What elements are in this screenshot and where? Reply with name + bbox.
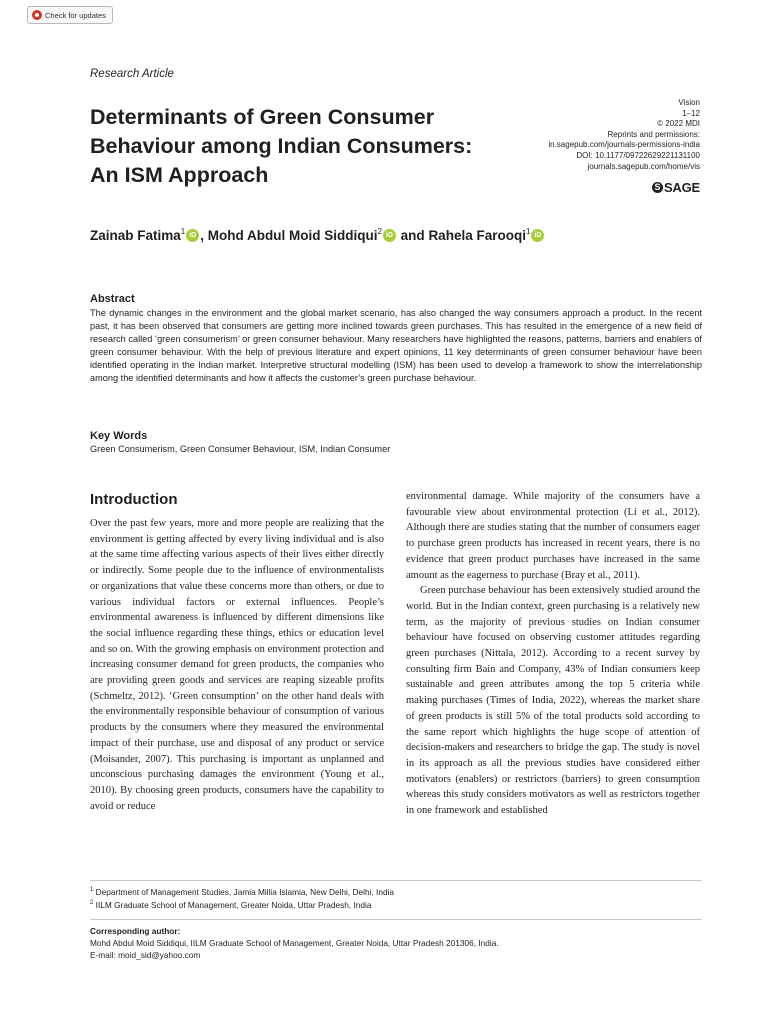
- introduction-paragraph-continued: environmental damage. While majority of the consumers have a favourable view about environmental protection (Li et al., 2012). Although there are studies stating that the number of consumers eager to purchase green products has increased in recent years, there is no evidence that green product purchases have increased in the same amount as the eagerness to purchase (Bray et al., 2011).: [406, 491, 700, 581]
- check-for-updates-label: Check for updates: [45, 10, 106, 20]
- journal-name: Vision: [678, 98, 700, 107]
- check-for-updates-button[interactable]: [27, 6, 113, 24]
- abstract-text: The dynamic changes in the environment and the global market scenario, has also changed the way consumers approach a product. In the recent past, it has been observed that consumers are getting more inclined towards green purchases. This has resulted in the emergence of a new field of research called ‘green consumerism’ or green consumer behaviour. Many researchers have highlighted the reasons, patterns, barriers and enablers of green consumer behaviour. With the help of previous literature and expert opinions, 11 key determinants of green consumer behaviour have been identified operating in the Indian market. Interpretive structural modelling (ISM) has been used to develop a framework to show the interrelationship among the identified determinants and how it affects the customer’s green purchase behaviour.: [90, 308, 702, 384]
- footnote-1: [90, 885, 394, 898]
- sage-logo-icon: S: [652, 182, 663, 193]
- author-separator: and: [396, 228, 429, 243]
- author-2-affil: 2: [377, 227, 382, 236]
- footnote-divider: [90, 880, 702, 881]
- author-1-name: Zainab Fatima: [90, 228, 181, 243]
- introduction-left-column: Over the past few years, more and more people are realizing that the environment is getting affected by every living individual and is also at the same time affecting various aspects of their lives either directly or indirectly. Some people due to the influence of environmentalists or organizations that value these concerns more than others, or due to various individual factors or external influences. People’s environmental awareness is influenced by different dimensions like the social influence regarding these things, ethics or education level and so on. With the growing emphasis on environment protection and increasing consumer demand for green products, the companies who are providing green goods and services are reaping sizeable profits (Schmeltz, 2012). ‘Green consumption’ on the other hand deals with the environmentally responsible behaviour of consumption of various products by the consumers where they measured the environmental impact of their purchase, use and disposal of any product or service (Moisander, 2007). This purchasing is important as unplanned and unconscious purchasing damages the environment (Young et al., 2010). By choosing green products, consumers have the capability to avoid or reduce: [90, 518, 384, 812]
- permissions-link[interactable]: in.sagepub.com/journals-permissions-india: [548, 140, 700, 150]
- author-1-affil: 1: [180, 227, 186, 236]
- footnote-mark: 2: [90, 900, 94, 907]
- author-list: [90, 228, 545, 243]
- corresponding-author: [90, 925, 499, 961]
- sage-logo-text: SAGE: [663, 180, 700, 195]
- keywords-section: [90, 430, 702, 454]
- corresponding-text: Mohd Abdul Moid Siddiqui, IILM Graduate School of Management, Greater Noida, Uttar Pradesh 201306, India.: [90, 938, 499, 948]
- corresponding-email[interactable]: E-mail: moid_sid@yahoo.com: [90, 950, 201, 960]
- abstract-label: Abstract: [90, 293, 135, 305]
- introduction-paragraph-2: Green purchase behaviour has been extensively studied around the world. But in the Indian context, green purchasing is a relatively new term, as the majority of previous studies on Indian consumer behaviour have focused on observing customer attitudes regarding green purchases (Nittala, 2012). According to a recent survey by consulting firm Bain and Company, 43% of Indian consumers keep sustainable and green attributes among the top 5 criteria while making purchases (Times of India, 2022), whereas the market share of green products is still 5% of the total products sold according to the same report which highlights the huge scope of attention of decision-makers and researchers to bridge the gap. The study is novel in its approach as all the previous studies have considered either motivators (enablers) or restrictors (barriers) to green consumption whereas this study considers motivators as well as restrictors together in one framework and established: [406, 585, 700, 817]
- orcid-icon[interactable]: iD: [531, 229, 544, 242]
- author-3-name: Rahela Farooqi: [428, 228, 526, 243]
- footnote-text: Department of Management Studies, Jamia Millia Islamia, New Delhi, Delhi, India: [95, 886, 395, 897]
- orcid-icon[interactable]: iD: [383, 229, 396, 242]
- article-type: Research Article: [90, 68, 174, 80]
- affiliation-footnotes: [90, 885, 394, 912]
- journal-home-link[interactable]: journals.sagepub.com/home/vis: [587, 161, 700, 171]
- title-line-3: An ISM Approach: [90, 163, 269, 187]
- sage-logo: [652, 180, 700, 195]
- copyright: © 2022 MDI: [657, 119, 700, 129]
- reprints-label: Reprints and permissions:: [607, 129, 700, 139]
- journal-pages: 1–12: [682, 108, 700, 118]
- title-line-2: Behaviour among Indian Consumers:: [90, 134, 473, 158]
- keywords-text: Green Consumerism, Green Consumer Behaviour, ISM, Indian Consumer: [90, 444, 391, 454]
- journal-meta: [500, 98, 700, 172]
- crossmark-icon: [32, 10, 42, 20]
- corresponding-label: Corresponding author:: [90, 926, 181, 936]
- title-line-1: Determinants of Green Consumer: [90, 105, 435, 129]
- author-2-name: Mohd Abdul Moid Siddiqui: [207, 228, 378, 243]
- introduction-heading: Introduction: [90, 491, 178, 508]
- doi-link[interactable]: DOI: 10.1177/09722629221131100: [576, 150, 700, 160]
- footnote-2: [90, 898, 394, 911]
- corresponding-divider: [90, 919, 702, 920]
- orcid-icon[interactable]: iD: [186, 229, 199, 242]
- abstract-section: [90, 293, 702, 386]
- article-title: [90, 103, 510, 190]
- author-separator: ,: [200, 228, 208, 243]
- keywords-label: Key Words: [90, 430, 148, 442]
- author-3-affil: 1: [525, 227, 531, 236]
- footnote-mark: 1: [90, 887, 94, 893]
- introduction-right-column: [406, 489, 700, 819]
- footnote-text: IILM Graduate School of Management, Greater Noida, Uttar Pradesh, India: [95, 900, 372, 911]
